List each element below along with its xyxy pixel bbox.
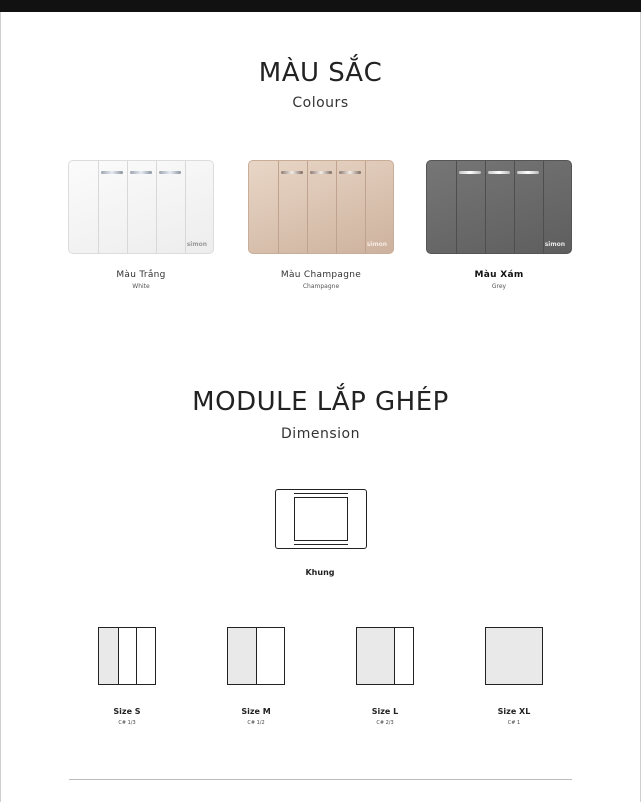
module-size-ratio: C# 1/3 xyxy=(118,720,136,726)
module-size-m-diagram xyxy=(227,627,285,685)
switch-white-image xyxy=(68,160,214,254)
gang-divider xyxy=(336,161,337,253)
brand-logo: simon xyxy=(186,241,207,248)
top-bar xyxy=(0,0,641,12)
gang-divider xyxy=(127,161,128,253)
gang-divider xyxy=(543,161,544,253)
module-caption-l xyxy=(335,707,435,726)
color-caption-champagne xyxy=(241,270,401,290)
led-indicator xyxy=(101,171,123,174)
gang-divider xyxy=(307,161,308,253)
module-size-name: Size M xyxy=(241,707,271,716)
led-indicator xyxy=(488,171,510,174)
module-size-ratio: C# 1/2 xyxy=(247,720,265,726)
gang-divider xyxy=(485,161,486,253)
color-name: Màu Champagne xyxy=(280,270,362,280)
switch-champagne-image xyxy=(248,160,394,254)
color-caption-grey xyxy=(419,270,579,290)
module-size-name: Size XL xyxy=(497,707,531,716)
gang-divider xyxy=(156,161,157,253)
frame-rail-top xyxy=(294,493,348,494)
colors-section-subtitle: Colours xyxy=(292,95,349,111)
gang-divider xyxy=(98,161,99,253)
colors-section-title: MÀU SẮC xyxy=(258,58,383,88)
gang-divider xyxy=(456,161,457,253)
module-section-title: MODULE LẮP GHÉP xyxy=(192,387,449,417)
color-name: Màu Trắng xyxy=(116,270,166,280)
color-name-en: Grey xyxy=(491,283,507,290)
footer-divider xyxy=(69,779,572,780)
brand-logo: simon xyxy=(544,241,565,248)
module-fill xyxy=(486,628,542,684)
module-caption-s xyxy=(77,707,177,726)
frame-caption xyxy=(270,568,370,577)
module-divider xyxy=(394,628,395,684)
gang-divider xyxy=(514,161,515,253)
brand-logo: simon xyxy=(366,241,387,248)
frame-opening xyxy=(294,497,348,541)
frame-diagram xyxy=(275,489,367,549)
module-size-l-diagram xyxy=(356,627,414,685)
module-size-s-diagram xyxy=(98,627,156,685)
led-indicator xyxy=(281,171,303,174)
module-size-name: Size L xyxy=(371,707,399,716)
gang-divider xyxy=(185,161,186,253)
color-caption-white xyxy=(61,270,221,290)
led-indicator xyxy=(130,171,152,174)
module-size-xl-diagram xyxy=(485,627,543,685)
led-indicator xyxy=(339,171,361,174)
module-caption-xl xyxy=(464,707,564,726)
led-indicator xyxy=(459,171,481,174)
module-fill xyxy=(228,628,256,684)
module-divider xyxy=(256,628,257,684)
frame-label: Khung xyxy=(305,568,335,577)
module-size-ratio: C# 2/3 xyxy=(376,720,394,726)
module-size-ratio: C# 1 xyxy=(507,720,521,726)
module-divider xyxy=(136,628,137,684)
color-name-en: Champagne xyxy=(302,283,340,290)
gang-divider xyxy=(278,161,279,253)
module-size-name: Size S xyxy=(113,707,141,716)
led-indicator xyxy=(310,171,332,174)
frame-rail-bottom xyxy=(294,544,348,545)
module-caption-m xyxy=(206,707,306,726)
module-fill xyxy=(99,628,118,684)
led-indicator xyxy=(517,171,539,174)
gang-divider xyxy=(365,161,366,253)
color-name-en: White xyxy=(132,283,150,290)
color-name: Màu Xám xyxy=(474,270,524,280)
switch-grey-image xyxy=(426,160,572,254)
module-divider xyxy=(118,628,119,684)
led-indicator xyxy=(159,171,181,174)
module-fill xyxy=(357,628,394,684)
module-section-subtitle: Dimension xyxy=(281,426,360,442)
